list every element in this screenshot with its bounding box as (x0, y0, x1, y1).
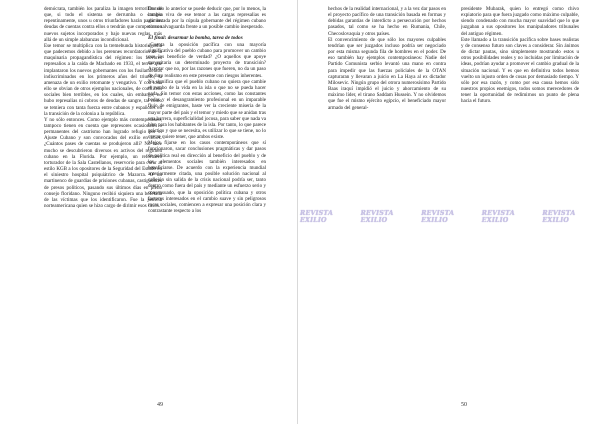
paragraph: presidente Mubarak, quien lo entregó como chivo expiatorio para que fuera juzgado como máximo culpable, siendo condenado con mucha mayor suavidad que lo que juzgaban a sus opositores los manipuladores tribunales del antiguo régimen. (461, 6, 579, 37)
banner-word: REVISTA EXILIO (481, 210, 515, 224)
banner-word: REVISTA EXILIO (360, 210, 394, 224)
page-gutter (297, 0, 298, 424)
left-page-column-1 (44, 6, 162, 209)
paragraph: ¿Cuenta la oposición pacífica con una mayoría significativa del pueblo cubano para promover un cambio que los beneficie de verdad? ¿O aquellos que apoye mayoritaria un determinado proyecto de transición? Aceptar que no, por las razones que fueren, no da un paso de duro realismo en este presente con riesgos inherentes. (148, 41, 266, 79)
paragraph: Y no sólo entonces. Como ejemplo más contemporáneo, tampoco tienen en cuenta que represores ocasionales o permanentes del castrismo han logrado refugio por el Ajuste Cubano y son convocados del exilio en USA. ¿Cuántos pases de cuentas se produjeron allí? No hace mucho se descubrieron diversos ex activos del régimen cubano en la Florida. Por ejemplo, un reformero torturador de la Sala Castellanos, reservorio para curar al estilo KGB a los opositores de la Seguridad del Estado en el siniestro hospital psiquiátrico de Mazorra. O un martinenco de guardias de prisiones cubanas, castigadores de presos políticos, pasando sus últimos días en pleno consejo floridano. Ninguno recibió siquiera una bofetada de las víctimas que los identificaron. Fue la justicia norteamericana quien se hizo cargo de dirimir esos casos. (44, 116, 162, 209)
section-heading: El final: desarmar la bomba, tarea de todos (148, 34, 243, 41)
page-number: 49 (157, 402, 163, 408)
right-page (300, 0, 600, 424)
page-number: 50 (461, 402, 467, 408)
paragraph: El convencimiento de que sólo los mayores culpables tendrían que ser juzgados incluso podría ser negociado por esta misma segunda fila de hombres en el poder. De eso también hay ejemplos contemporáneos: Nadie del Partido Comunista serbio levantó una mano en contra para impedir que las fuerzas policiales de la OTAN capturaran y llevaran a juicio en La Haya al ex dictador Milosevic. Ningún grupo del otrora numerosísimo Partido Baas iraquí impidió el juicio y ahorcamiento de su máximo líder, el tirano Saddam Hussein. Y no olvidemos que fue el mismo ejército egipcio, el beneficiado mayor armado del general- (328, 36, 446, 111)
paragraph: Mejor fijarse en los casos contemporáneos que sí funcionaron, sacar conclusiones pragmáticas y dar pasos de política real en dirección al beneficio del pueblo y de los elementos sociales también interesados en beneficiarse. De acuerdo con la experiencia mundial anteriormente citada, una posible solución nacional al callejón sin salida de la crisis nacional podría ser, tanto dentro como fuera del país y mediante un esfuerzo serio y consensuado, que la oposición política cubana y otros factores interesados en el cambio suave y sin peligrosos roces sociales, comiencen a expresar una posición clara y contrastante respecto a los (148, 140, 266, 215)
decorative-banner (300, 211, 600, 223)
paragraph: Ese temor se multiplica con la tremebunda historiografía que padecemos debido a los perennes recordatorios de la maquinaria propagandística del régimen: los fervores represalios a la caída de Machado en 1933, el terror que implantaron los nuevos gobernantes con los fusilamientos indiscriminados en los primeros años del triunfo, la amenaza de un exilio retornante y vengativo. Y con todo ello se obvian de otros ejemplos nacionales, de conflictos sociales bien terribles, en los cuales, sin embargo, no hubo represalias ni cobros de deudas de sangre, tal como se temiera con tanta fuerza entre cubanos y españoles en la transición de la colonia a la república. (44, 42, 162, 117)
left-page-column-2 (148, 6, 266, 214)
paragraph: Este llamado a la transición pacífica sobre bases realistas y de consenso futuro son claves a considerar. Sin ánimos de dictar pautas, sino simplemente mostrando estos u otros posibilidades reales y no incluidas por limitación de ideas, podrían ayudar a promover el cambio gradual de la situación nacional. Y es que en definitiva todos hemos vuelto un injusto orden de cosas por demasiado tiempo. Y sólo por esa razón, y como por esa causa hemos sido nuestros propios enemigos, todos somos merecedores de tener la oportunidad de redimirnos un punto de plena hacia el futuro. (461, 36, 579, 105)
right-page-column-2 (461, 6, 579, 105)
banner-word: REVISTA EXILIO (542, 210, 576, 224)
left-page (0, 0, 296, 424)
paragraph: demócrata, también los paraliza la imagen terrorífica de que, si todo el sistema se derrumba o cambia repentinamente, unos u otros triunfadores harán pagar las deudas de cuentas contra ellos o tendrán que competir con nuevos sujetos incorporados y bajo nuevas reglas, más allá de un simple alabanzas incondicional. (44, 6, 162, 43)
right-page-column-1 (328, 6, 446, 111)
paragraph: No significa que el pueblo cubano no quiera que cambie el rumbo de la vida en la isla o que no se pueda hacer nada. Sin temor con estas acciones, como las constantes bodas y el desangramiento profesional en un imparable flujo de emigrantes, baste ver la creciente miseria de la mayor parte del país y el temor y miedo que se anidan tras una barrera, superficialidad jocosa, para saber que nada va bien para los habitantes de la isla. Por tanto, lo que parece práctico y que se necesita, es utilizar lo que se tiene, no lo que se quiere tener, que ambos existe. (148, 78, 266, 141)
paragraph: De todo lo anterior se puede deducir que, por lo menos, la imagen viva de ese temor a las cargas represalias es alimentada por la cúpula gobernante del régimen cubano como salvaguarda frente a un posible cambio inesperado. (148, 6, 266, 31)
banner-word: REVISTA EXILIO (421, 210, 455, 224)
paragraph: hechos de la realidad internacional, y a la vez dar pasos en el proyecto pacífico de una transición basada en formas y debidas garantías de interdicto a persecución por hechos pasados, tal como se ha hecho en Rumania, Chile, Checoslovaquia y otros países. (328, 6, 446, 37)
banner-word: REVISTA EXILIO (300, 210, 334, 224)
